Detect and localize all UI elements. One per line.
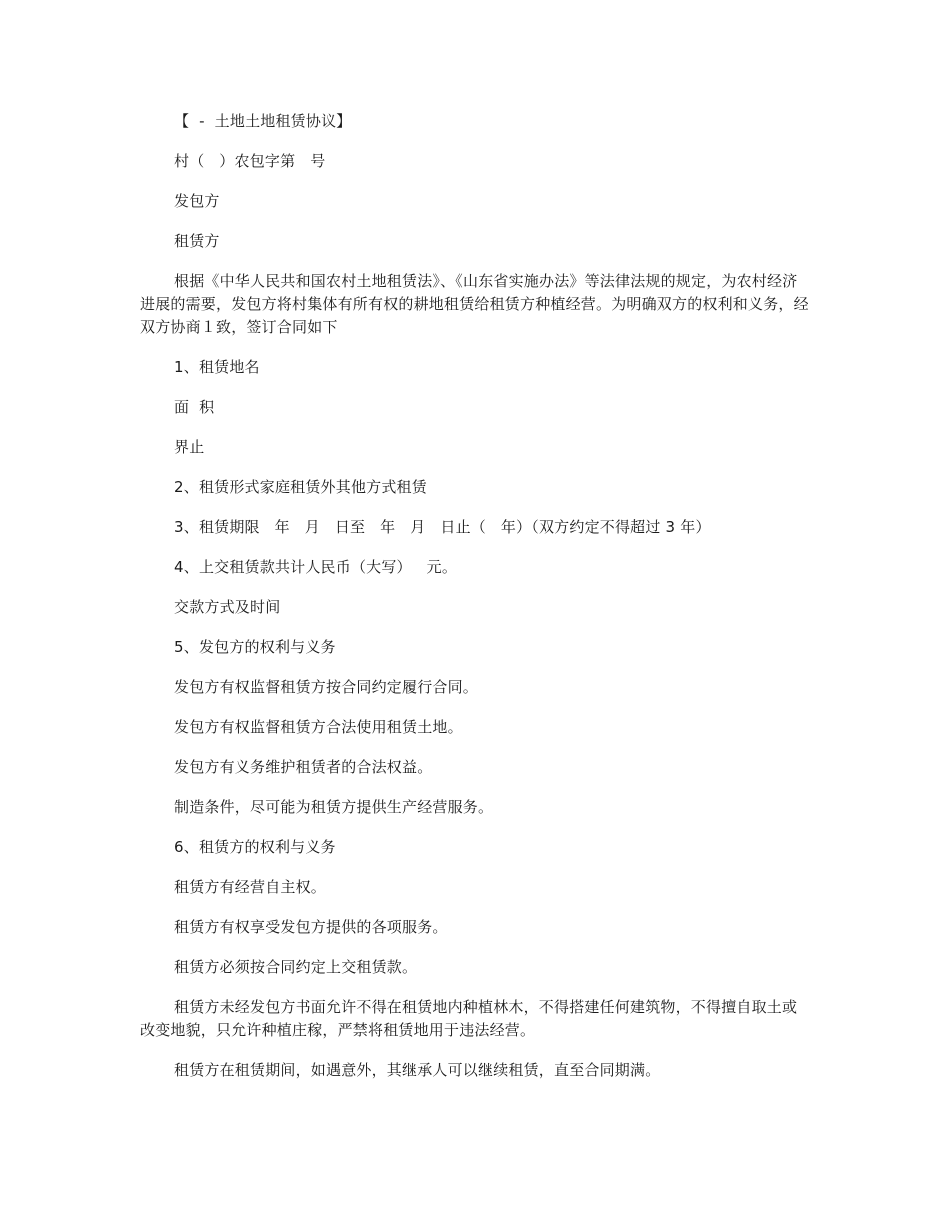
clause-6-item: 租赁方在租赁期间，如遇意外，其继承人可以继续租赁，直至合同期满。: [174, 1061, 661, 1079]
contract-number: 村（ ）农包字第 号: [174, 152, 326, 170]
document-title: 【 - 土地土地租赁协议】: [174, 112, 352, 130]
clause-6-item: 租赁方有权享受发包方提供的各项服务。: [174, 918, 448, 936]
party-lessee: 租赁方: [174, 232, 220, 250]
clause-5-item: 制造条件，尽可能为租赁方提供生产经营服务。: [174, 798, 494, 816]
clause-1-location: 1、租赁地名: [174, 358, 260, 376]
clause-6-item: 租赁方有经营自主权。: [174, 878, 327, 896]
clause-5-item: 发包方有权监督租赁方合法使用租赁土地。: [174, 718, 463, 736]
clause-5-item: 发包方有权监督租赁方按合同约定履行合同。: [174, 678, 479, 696]
document-body: [140, 110, 812, 1099]
clause-6-item: 租赁方必须按合同约定上交租赁款。: [174, 958, 418, 976]
clause-1-area: 面 积: [174, 398, 215, 416]
clause-4-payment: 4、上交租赁款共计人民币（大写） 元。: [174, 558, 458, 576]
clause-5-item: 发包方有义务维护租赁者的合法权益。: [174, 758, 433, 776]
clause-2-form: 2、租赁形式家庭租赁外其他方式租赁: [174, 478, 427, 496]
clause-1-boundary: 界止: [174, 438, 205, 456]
clause-4-payment-method: 交款方式及时间: [174, 598, 281, 616]
clause-3-term: 3、租赁期限 年 月 日至 年 月 日止（ 年）（双方约定不得超过 3 年）: [174, 518, 711, 536]
clause-6-item: 租赁方未经发包方书面允许不得在租赁地内种植林木，不得搭建任何建筑物，不得擅自取土或改变地貌，只允许种植庄稼，严禁将租赁地用于违法经营。: [140, 998, 798, 1039]
clause-6-heading: 6、租赁方的权利与义务: [174, 838, 336, 856]
party-issuer: 发包方: [174, 192, 220, 210]
preamble-paragraph: 根据《中华人民共和国农村土地租赁法》、《山东省实施办法》等法律法规的规定，为农村经济进展的需要，发包方将村集体有所有权的耕地租赁给租赁方种植经营。为明确双方的权利和义务，经双方协商１致，签订合同如下: [140, 272, 809, 336]
clause-5-heading: 5、发包方的权利与义务: [174, 638, 336, 656]
